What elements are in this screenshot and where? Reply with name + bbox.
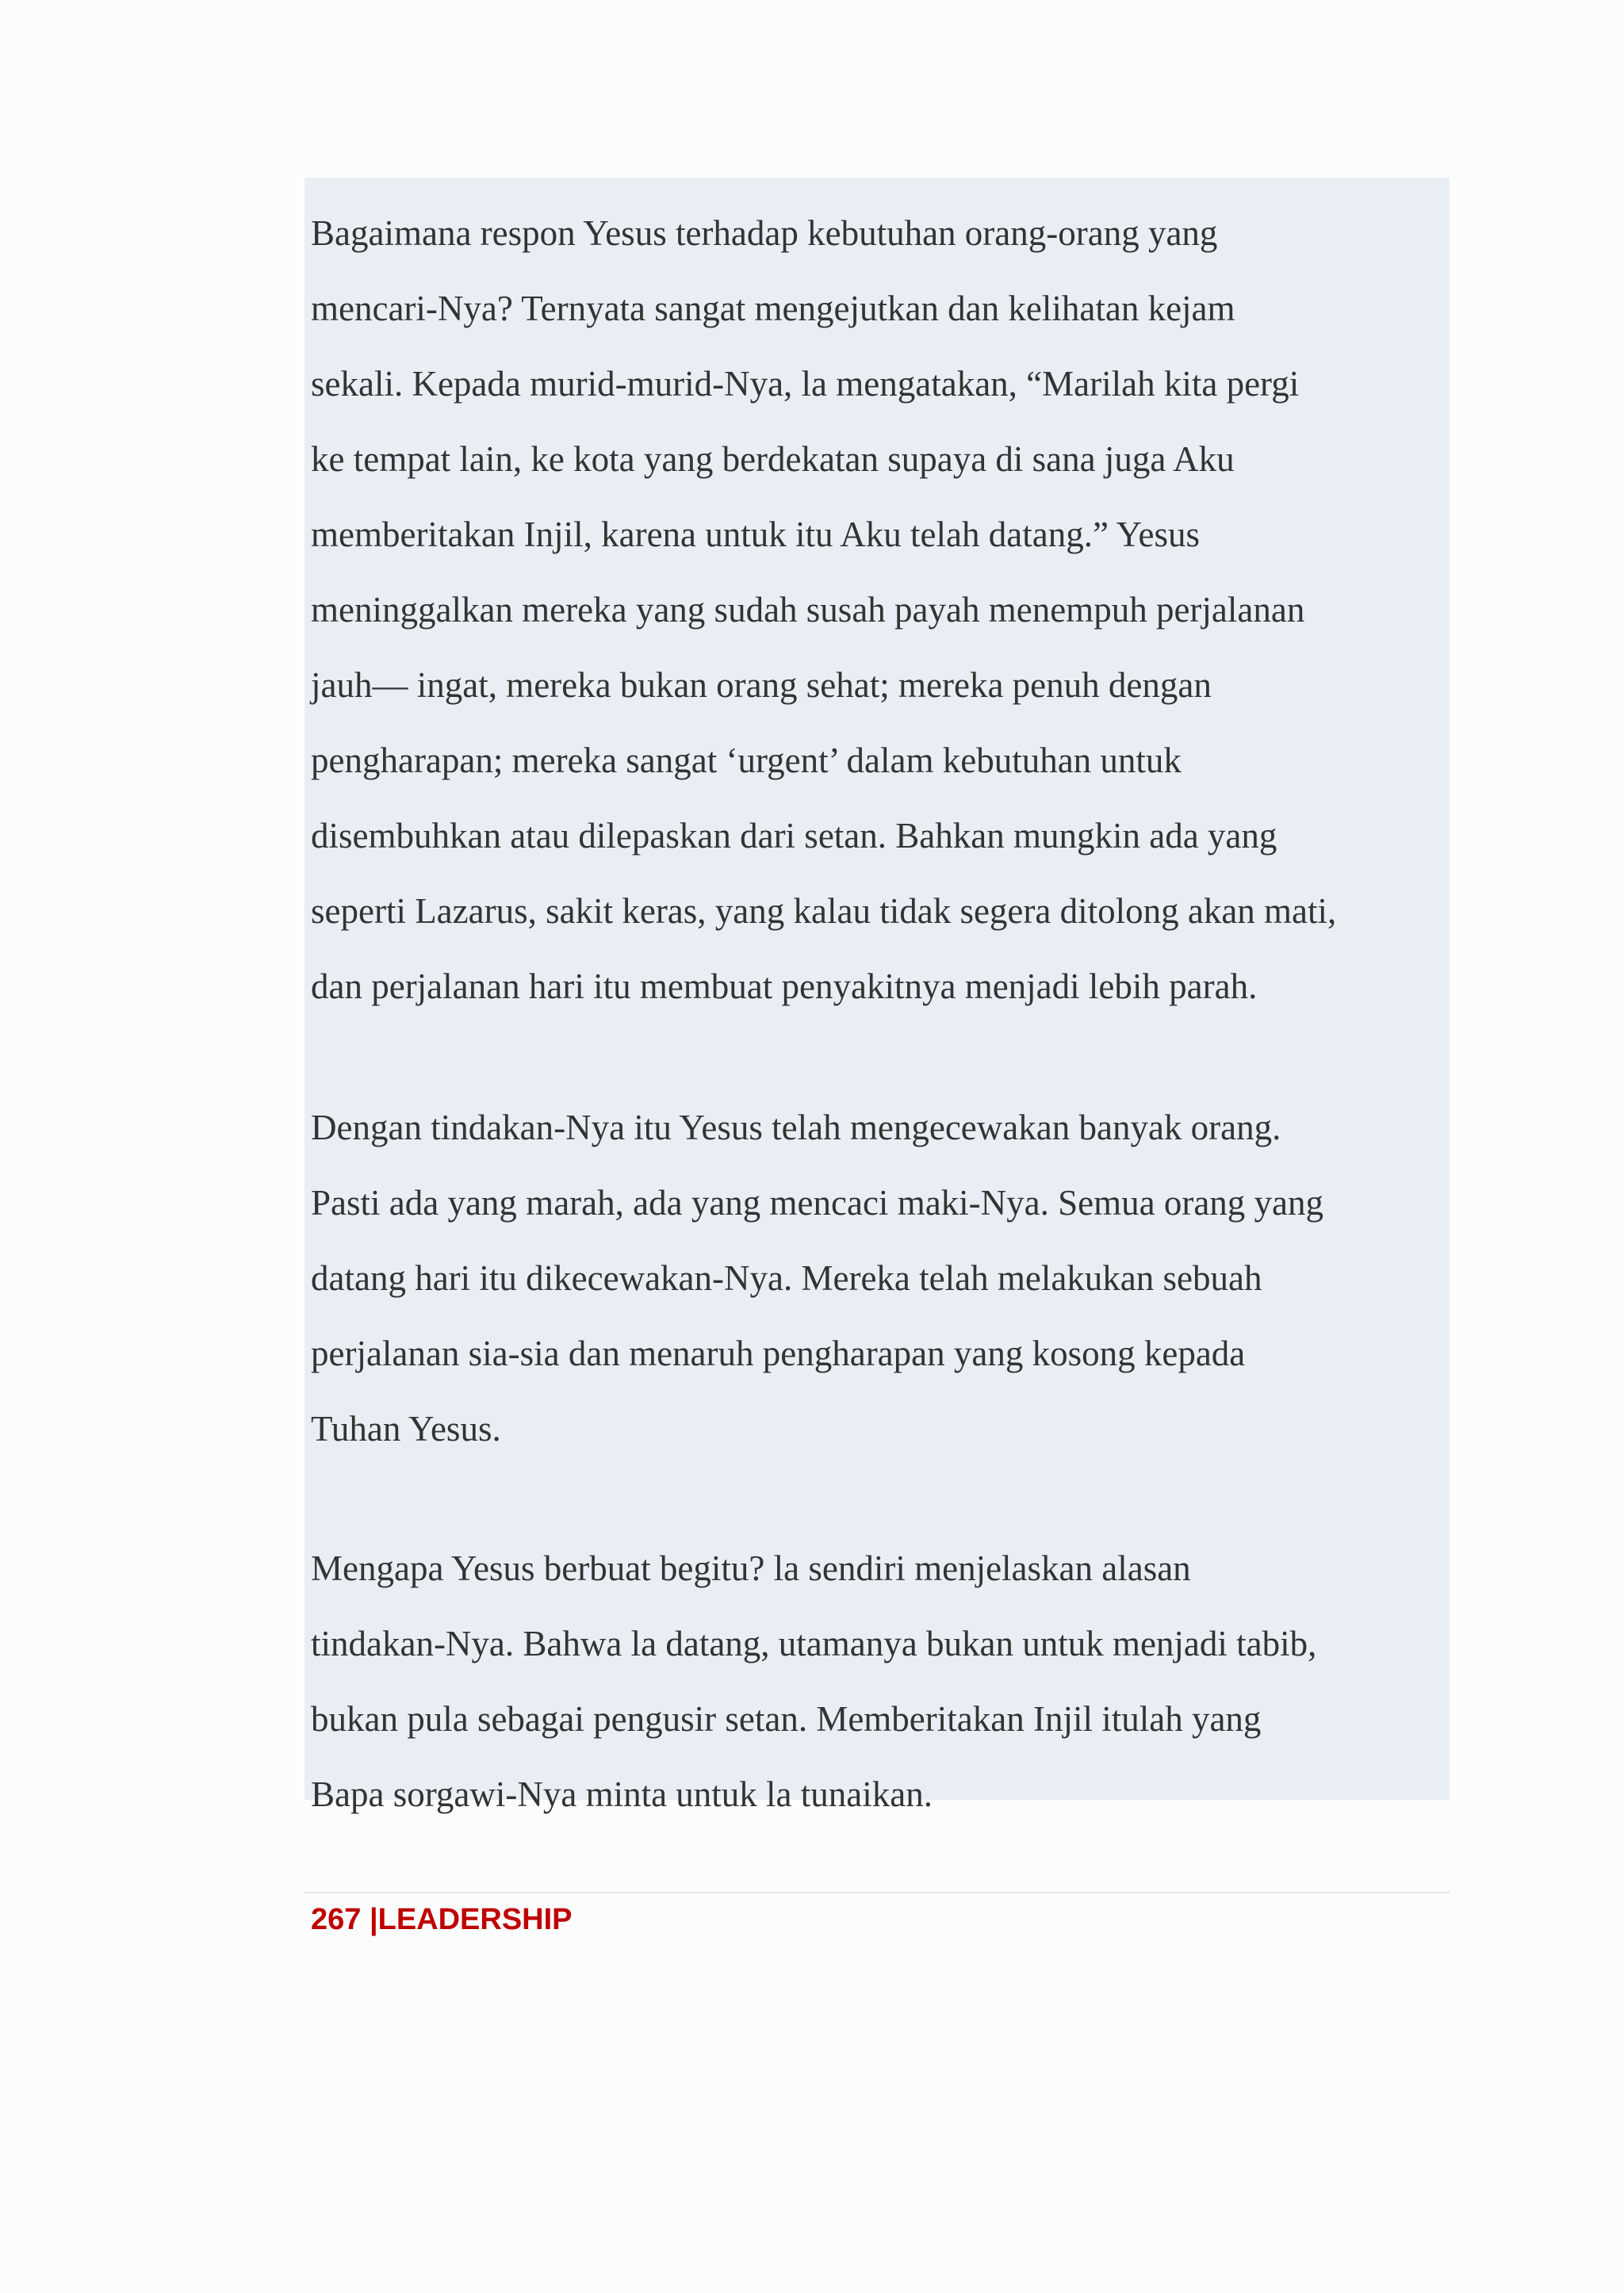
text-line: Bagaimana respon Yesus terhadap kebutuhan orang-orang yang [311,213,1218,253]
paragraph-2 [311,1090,1453,1467]
text-line: meninggalkan mereka yang sudah susah payah menempuh perjalanan [311,590,1305,630]
text-line: perjalanan sia-sia dan menaruh pengharapan yang kosong kepada [311,1334,1246,1373]
text-line: memberitakan Injil, karena untuk itu Aku telah datang.” Yesus [311,515,1201,554]
page-number: 267 [311,1903,362,1936]
page-footer [311,1897,573,1943]
footer-divider [304,1892,1450,1893]
text-line: disembuhkan atau dilepaskan dari setan. Bahkan mungkin ada yang [311,816,1277,856]
text-line: pengharapan; mereka sangat ‘urgent’ dalam kebutuhan untuk [311,741,1182,780]
text-line: Dengan tindakan-Nya itu Yesus telah mengecewakan banyak orang. [311,1108,1281,1147]
paragraph-1 [311,196,1453,1024]
footer-separator: | [361,1903,378,1936]
text-line: datang hari itu dikecewakan-Nya. Mereka telah melakukan sebuah [311,1258,1262,1298]
text-line: Pasti ada yang marah, ada yang mencaci maki-Nya. Semua orang yang [311,1183,1324,1223]
text-line: ke tempat lain, ke kota yang berdekatan supaya di sana juga Aku [311,439,1235,479]
section-title: LEADERSHIP [377,1903,573,1936]
text-line: Tuhan Yesus. [311,1409,501,1449]
text-line: jauh— ingat, mereka bukan orang sehat; mereka penuh dengan [311,665,1212,705]
text-line: seperti Lazarus, sakit keras, yang kalau tidak segera ditolong akan mati, [311,891,1337,931]
text-line: dan perjalanan hari itu membuat penyakitnya menjadi lebih parah. [311,967,1258,1006]
text-line: tindakan-Nya. Bahwa la datang, utamanya bukan untuk menjadi tabib, [311,1624,1317,1663]
text-line: sekali. Kepada murid-murid-Nya, la mengatakan, “Marilah kita pergi [311,364,1300,404]
text-line: Mengapa Yesus berbuat begitu? la sendiri menjelaskan alasan [311,1548,1191,1588]
text-line: Bapa sorgawi-Nya minta untuk la tunaikan. [311,1774,933,1814]
text-line: mencari-Nya? Ternyata sangat mengejutkan dan kelihatan kejam [311,289,1235,328]
paragraph-3 [311,1531,1453,1832]
text-line: bukan pula sebagai pengusir setan. Memberitakan Injil itulah yang [311,1699,1262,1739]
